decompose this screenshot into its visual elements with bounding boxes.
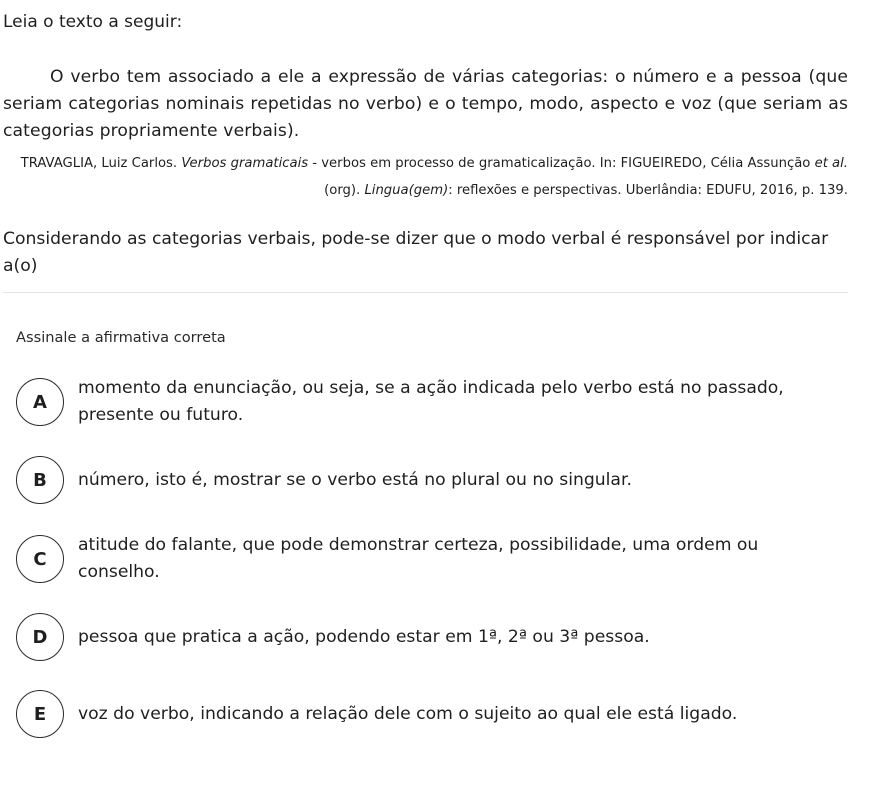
divider: [3, 292, 848, 293]
option-a[interactable]: [16, 375, 848, 429]
option-e-letter[interactable]: E: [16, 690, 64, 738]
option-c-letter[interactable]: C: [16, 535, 64, 583]
passage-text: O verbo tem associado a ele a expressão de várias categorias: o número e a pessoa (que seriam categorias nominais repetidas no verbo) e o tempo, modo, aspecto e voz (que seriam as categorias propriamente verbais).: [3, 67, 848, 141]
option-d-text[interactable]: pessoa que pratica a ação, podendo estar em 1ª, 2ª ou 3ª pessoa.: [78, 626, 650, 647]
option-a-letter[interactable]: A: [16, 378, 64, 426]
option-c[interactable]: [16, 532, 848, 586]
citation-org: (org).: [324, 183, 365, 198]
option-d-letter[interactable]: D: [16, 613, 64, 661]
citation-work-rest: - verbos em processo de gramaticalização. In: FIGUEIREDO, Célia Assunção: [308, 156, 815, 171]
option-b[interactable]: [16, 456, 848, 504]
citation-book-rest: : reflexões e perspectivas. Uberlândia: EDUFU, 2016, p. 139.: [448, 183, 848, 198]
option-b-letter[interactable]: B: [16, 456, 64, 504]
option-b-text[interactable]: número, isto é, mostrar se o verbo está no plural ou no singular.: [78, 469, 632, 490]
citation-book-title: Lingua(gem): [364, 183, 449, 198]
citation-work-title: Verbos gramaticais: [181, 156, 309, 171]
instruction-text: Assinale a afirmativa correta: [16, 329, 226, 346]
citation: [3, 150, 848, 204]
intro-text: Leia o texto a seguir:: [3, 12, 183, 32]
citation-author: TRAVAGLIA, Luiz Carlos.: [20, 156, 182, 171]
citation-et-al: et al.: [814, 156, 848, 171]
option-e[interactable]: [16, 690, 848, 738]
option-e-text[interactable]: voz do verbo, indicando a relação dele com o sujeito ao qual ele está ligado.: [78, 703, 738, 724]
option-d[interactable]: [16, 613, 848, 661]
option-c-text[interactable]: atitude do falante, que pode demonstrar certeza, possibilidade, uma ordem ou conselho.: [78, 535, 759, 582]
option-a-text[interactable]: momento da enunciação, ou seja, se a ação indicada pelo verbo está no passado, presente ou futuro.: [78, 378, 784, 425]
question-text: Considerando as categorias verbais, pode-se dizer que o modo verbal é responsável por indicar a(o): [3, 229, 829, 276]
